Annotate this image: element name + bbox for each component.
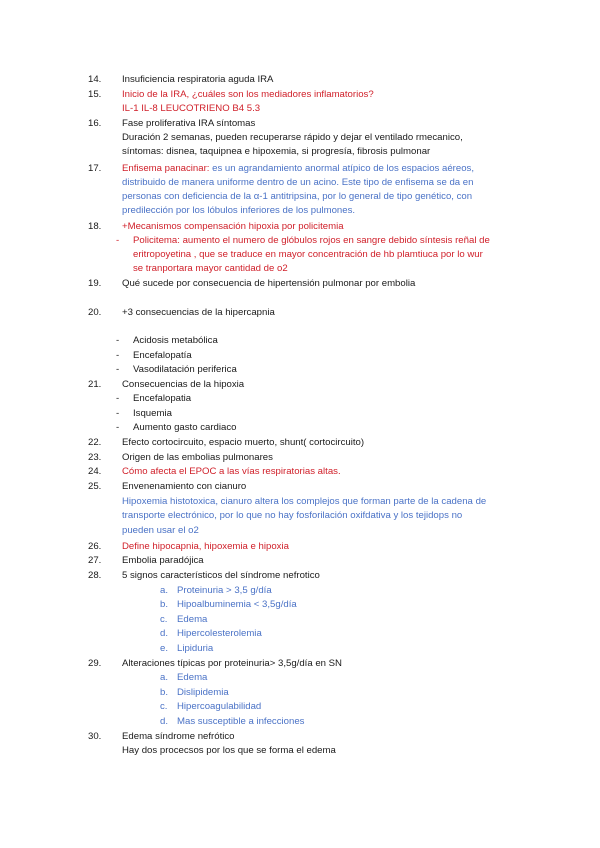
answer-line: Policitema: aumento el numero de glóbulos rojos en sangre debido síntesis reñal de [133, 235, 490, 246]
question-text: Fase proliferativa IRA síntomas [122, 118, 256, 129]
bullet-dash: - [116, 364, 120, 375]
answer-line: distribuido de manera uniforme dentro de un acino. Este tipo de enfisema se da en [122, 177, 474, 188]
list-item: Hipercolesterolemia [177, 628, 262, 639]
term-suffix: : [206, 163, 210, 174]
bullet-item: Aumento gasto cardiaco [133, 422, 237, 433]
question-text: Edema síndrome nefrótico [122, 731, 235, 742]
question-text: Inicio de la IRA, ¿cuáles son los mediadores inflamatorios? [122, 89, 374, 100]
item-number: 14. [88, 74, 102, 85]
question-text: Alteraciones típicas por proteinuria> 3,5g/día en SN [122, 658, 342, 669]
item-number: 29. [88, 658, 102, 669]
bullet-dash: - [116, 422, 120, 433]
list-item: Hipercoagulabilidad [177, 701, 262, 712]
item-number: 21. [88, 379, 102, 390]
item-number: 24. [88, 466, 102, 477]
item-number: 26. [88, 541, 102, 552]
answer-line: Duración 2 semanas, pueden recuperarse rápido y dejar el ventilado rmecanico, [122, 132, 463, 143]
bullet-dash: - [116, 393, 120, 404]
item-number: 19. [88, 278, 102, 289]
question-text: 5 signos característicos del síndrome nefrotico [122, 570, 320, 581]
answer-line: pueden usar el o2 [122, 525, 199, 536]
question-text: Consecuencias de la hipoxia [122, 379, 245, 390]
list-letter: d. [160, 716, 169, 727]
list-letter: d. [160, 628, 169, 639]
bullet-item: Isquemia [133, 408, 172, 419]
answer-text: IL-1 IL-8 LEUCOTRIENO B4 5.3 [122, 103, 261, 114]
bullet-item: Acidosis metabólica [133, 335, 218, 346]
answer-line: Hay dos procecsos por los que se forma el edema [122, 745, 336, 756]
bullet-dash: - [116, 335, 120, 346]
question-text: Define hipocapnia, hipoxemia e hipoxia [122, 541, 289, 552]
bullet-item: Vasodilatación periferica [133, 364, 237, 375]
item-number: 20. [88, 307, 102, 318]
question-text: Origen de las embolias pulmonares [122, 452, 273, 463]
bullet-item: Encefalopatia [133, 393, 192, 404]
list-letter: e. [160, 643, 169, 654]
list-item: Edema [177, 614, 208, 625]
bullet-dash: - [116, 235, 120, 246]
item-number: 15. [88, 89, 102, 100]
question-text: +Mecanismos compensación hipoxia por policitemia [122, 221, 344, 232]
list-item: Edema [177, 672, 208, 683]
answer-line: personas con deficiencia de la α-1 antitripsina, por lo general de tipo genético, con [122, 191, 473, 202]
question-text: +3 consecuencias de la hipercapnia [122, 307, 275, 318]
list-letter: b. [160, 599, 169, 610]
list-letter: a. [160, 585, 169, 596]
item-number: 17. [88, 163, 102, 174]
list-item: Proteinuria > 3,5 g/día [177, 585, 272, 596]
bullet-dash: - [116, 350, 120, 361]
list-item: Hipoalbuminemia < 3,5g/día [177, 599, 297, 610]
question-text: Cómo afecta el EPOC a las vías respiratorias altas. [122, 466, 341, 477]
item-number: 27. [88, 555, 102, 566]
answer-line: eritropoyetina , que se traduce en mayor concentración de hb plamtiuca por lo wur [133, 249, 483, 260]
list-item: Dislipidemia [177, 687, 229, 698]
item-number: 22. [88, 437, 102, 448]
question-text: Embolia paradójica [122, 555, 204, 566]
question-text: Efecto cortocircuito, espacio muerto, shunt( cortocircuito) [122, 437, 365, 448]
list-letter: a. [160, 672, 169, 683]
term: Enfisema panacinar [122, 163, 207, 174]
item-number: 28. [88, 570, 102, 581]
answer-line: Hipoxemia histotoxica, cianuro altera los complejos que forman parte de la cadena de [122, 496, 487, 507]
bullet-item: Encefalopatía [133, 350, 192, 361]
list-letter: b. [160, 687, 169, 698]
question-text: Qué sucede por consecuencia de hipertensión pulmonar por embolia [122, 278, 416, 289]
definition-line [122, 162, 474, 175]
item-number: 25. [88, 481, 102, 492]
list-item: Lipiduria [177, 643, 214, 654]
question-text: Insuficiencia respiratoria aguda IRA [122, 74, 274, 85]
answer-line: se tranportara mayor cantidad de o2 [133, 263, 288, 274]
item-number: 16. [88, 118, 102, 129]
definition-text: es un agrandamiento anormal atípico de los espacios aéreos, [209, 163, 474, 174]
answer-line: síntomas: disnea, taquipnea e hipoxemia, si progresía, fibrosis pulmonar [122, 146, 431, 157]
answer-line: predilección por los lóbulos inferiores de los pulmones. [122, 205, 356, 216]
list-item: Mas susceptible a infecciones [177, 716, 305, 727]
list-letter: c. [160, 701, 168, 712]
bullet-dash: - [116, 408, 120, 419]
list-letter: c. [160, 614, 168, 625]
item-number: 23. [88, 452, 102, 463]
item-number: 30. [88, 731, 102, 742]
question-text: Envenenamiento con cianuro [122, 481, 247, 492]
answer-line: transporte electrónico, por lo que no hay fosforilación oxifdativa y los tejidops no [122, 510, 463, 521]
item-number: 18. [88, 221, 102, 232]
